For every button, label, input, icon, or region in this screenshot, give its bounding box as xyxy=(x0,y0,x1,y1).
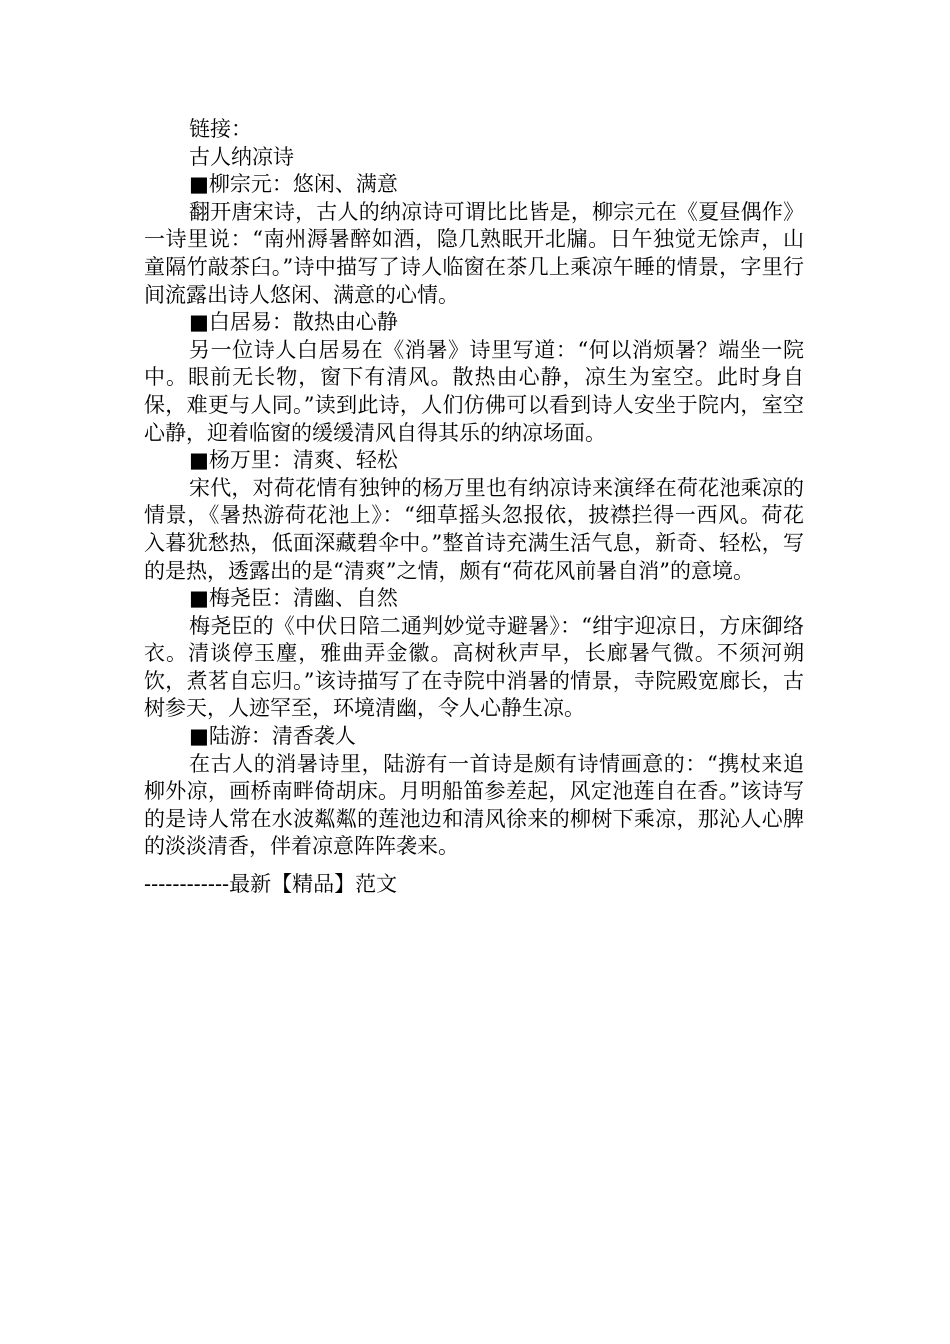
section-body-bai: 另一位诗人白居易在《消暑》诗里写道：“何以消烦暑？端坐一院中。眼前无长物，窗下有清风。散热由心静，凉生为室空。此时身自保，难更与人同。”读到此诗，人们仿佛可以看到诗人安坐于院内，室空心静，迎着临窗的缓缓清风自得其乐的纳凉场面。 xyxy=(144,337,804,445)
section-heading-bai: ■白居易：散热由心静 xyxy=(189,310,398,335)
collection-title: 古人纳凉诗 xyxy=(189,144,294,169)
section-heading-mei: ■梅尧臣：清幽、自然 xyxy=(189,586,398,611)
article xyxy=(144,116,804,861)
section-body-yang: 宋代，对荷花情有独钟的杨万里也有纳凉诗来演绎在荷花池乘凉的情景，《暑热游荷花池上》：“细草摇头忽报依，披襟拦得一西风。荷花入暮犹愁热，低面深藏碧伞中。”整首诗充满生活气息，新奇、轻松，写的是热，透露出的是“清爽”之情，颇有“荷花风前暑自消”的意境。 xyxy=(144,475,804,583)
section-heading-lu: ■陆游：清香袭人 xyxy=(189,724,356,749)
section-heading-liu: ■柳宗元：悠闲、满意 xyxy=(189,172,398,197)
footer-note: ------------最新【精品】范文 xyxy=(144,872,398,896)
section-body-liu: 翻开唐宋诗，古人的纳凉诗可谓比比皆是，柳宗元在《夏昼偶作》一诗里说：“南州溽暑醉如酒，隐几熟眠开北牖。日午独觉无馀声，山童隔竹敲茶臼。”诗中描写了诗人临窗在茶几上乘凉午睡的情景，字里行间流露出诗人悠闲、满意的心情。 xyxy=(144,199,804,307)
section-body-mei: 梅尧臣的《中伏日陪二通判妙觉寺避暑》：“绀宇迎凉日，方床御络衣。清谈停玉麈，雅曲弄金徽。高树秋声早，长廊暑气微。不须河朔饮，煮茗自忘归。”该诗描写了在寺院中消暑的情景，寺院殿宽廊长，古树参天，人迹罕至，环境清幽，令人心静生凉。 xyxy=(144,613,804,721)
section-body-lu: 在古人的消暑诗里，陆游有一首诗是颇有诗情画意的：“携杖来追柳外凉，画桥南畔倚胡床。月明船笛参差起，风定池莲自在香。”该诗写的是诗人常在水波粼粼的莲池边和清风徐来的柳树下乘凉，那沁人心脾的淡淡清香，伴着凉意阵阵袭来。 xyxy=(144,751,804,859)
section-heading-yang: ■杨万里：清爽、轻松 xyxy=(189,448,398,473)
link-label: 链接： xyxy=(189,117,252,141)
